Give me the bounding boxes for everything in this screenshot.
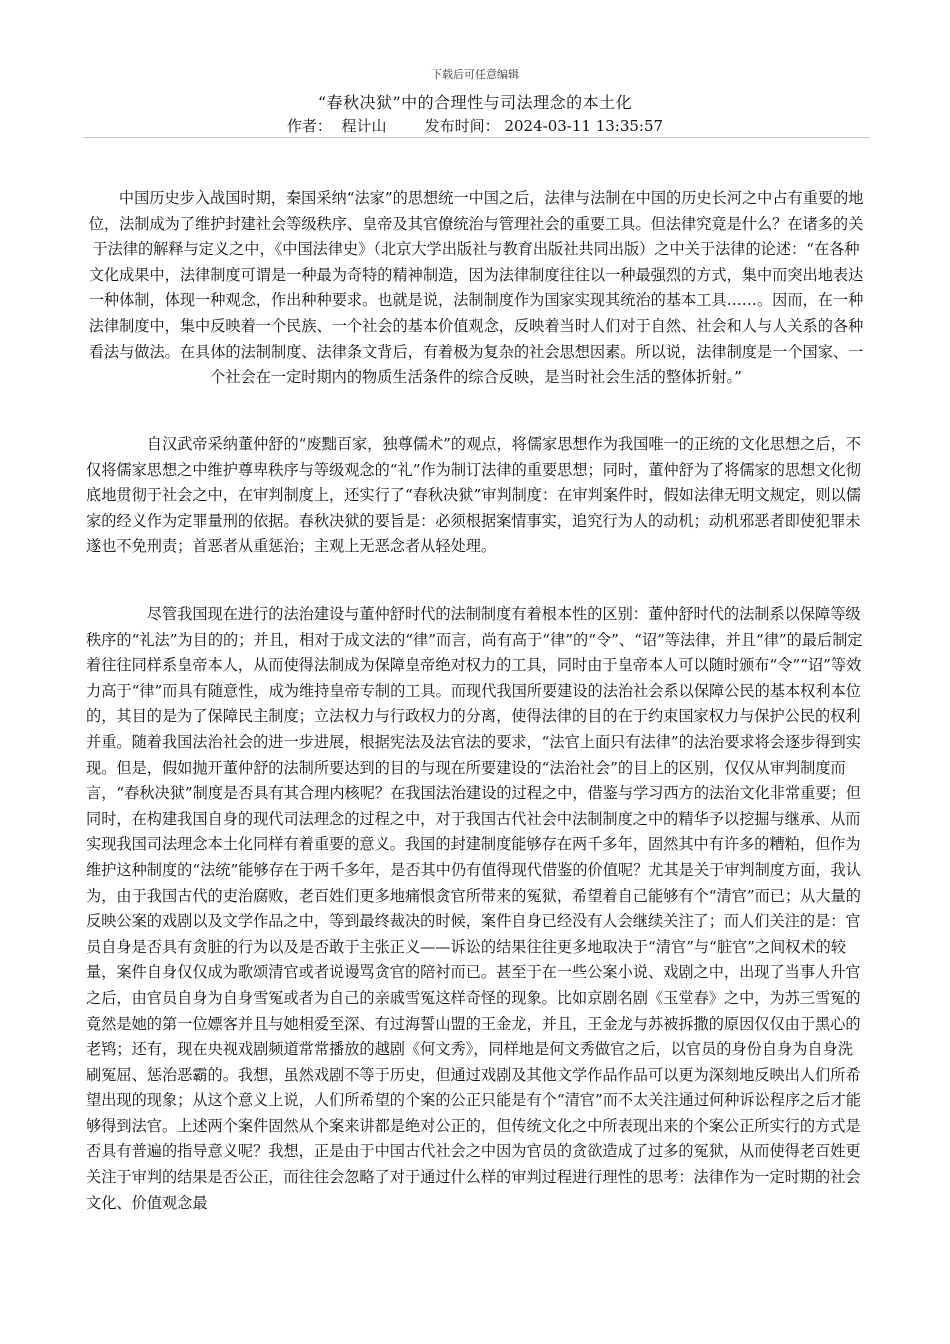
paragraph-1 <box>86 186 866 391</box>
paragraph-3 <box>86 602 866 1216</box>
publish-date: 2024-03-11 13:35:57 <box>504 117 664 135</box>
author-label: 作者： <box>286 117 332 135</box>
paragraph-text: 自汉武帝采纳董仲舒的“废黜百家，独尊儒术”的观点，将儒家思想作为我国唯一的正统的文化思想之后，不仅将儒家思想之中维护尊卑秩序与等级观念的“礼”作为制订法律的重要思想；同时，董仲舒为了将儒家的思想文化彻底地贯彻于社会之中，在审判制度上，还实行了“春秋决狱”审判制度：在审判案件时，假如法律无明文规定，则以儒家的经义作为定罪量刑的依据。春秋决狱的要旨是：必须根据案情事实，追究行为人的动机；动机邪恶者即使犯罪未遂也不免刑责；首恶者从重惩治；主观上无恶念者从轻处理。 <box>86 435 861 556</box>
article-title: “春秋决狱”中的合理性与司法理念的本土化 <box>317 93 633 112</box>
paragraph-text: 尽管我国现在进行的法治建设与董仲舒时代的法制制度有着根本性的区别：董仲舒时代的法制系以保障等级秩序的“礼法”为目的的；并且，相对于成文法的“律”而言，尚有高于“律”的“令”、“诏”等法律，并且“律”的最后制定着往往同样系皇帝本人，从而使得法制成为保障皇帝绝对权力的工具，同时由于皇帝本人可以随时颁布“令”“诏”等效力高于“律”而具有随意性，成为维持皇帝专制的工具。而现代我国所要建设的法治社会系以保障公民的基本权利本位的，其目的是为了保障民主制度；立法权力与行政权力的分离，使得法律的目的在于约束国家权力与保护公民的权利并重。随着我国法治社会的进一步进展，根据宪法及法官法的要求，“法官上面只有法律”的法治要求将会逐步得到实现。但是，假如抛开董仲舒的法制所要达到的目的与现在所要建设的“法治社会”的目上的区别，仅仅从审判制度而言，“春秋决狱”制度是否具有其合理内核呢？在我国法治建设的过程之中，借鉴与学习西方的法治文化非常重要；但同时，在构建我国自身的现代司法理念的过程之中，对于我国古代社会中法制制度之中的精华予以挖掘与继承、从而实现我国司法理念本土化同样有着重要的意义。我国的封建制度能够存在两千多年，固然其中有许多的糟粕，但作为维护这种制度的“法统”能够存在于两千多年，是否其中仍有值得现代借鉴的价值呢？尤其是关于审判制度方面，我认为，由于我国古代的吏治腐败，老百姓们更多地痛恨贪官所带来的冤狱，希望着自己能够有个“清官”而已；从大量的反映公案的戏剧以及文学作品之中，等到最终裁决的时候，案件自身已经没有人会继续关注了；而人们关注的是：官员自身是否具有贪脏的行为以及是否敢于主张正义——诉讼的结果往往更多地取决于“清官”与“脏官”之间权术的较量，案件自身仅仅成为歌颂清官或者说谩骂贪官的陪衬而已。甚至于在一些公案小说、戏剧之中，出现了当事人升官之后，由官员自身为自身雪冤或者为自己的亲戚雪冤这样奇怪的现象。比如京剧名剧《玉堂春》之中，为苏三雪冤的竟然是她的第一位嫖客并且与她相爱至深、有过海誓山盟的王金龙，并且，王金龙与苏被拆撒的原因仅仅由于黑心的老鸨；还有，现在央视戏剧频道常常播放的越剧《何文秀》，同样地是何文秀做官之后，以官员的身份自身为自身洗刷冤屈、惩治恶霸的。我想，虽然戏剧不等于历史，但通过戏剧及其他文学作品作品可以更为深刻地反映出人们所希望出现的现象；从这个意义上说，人们所希望的个案的公正只能是有个“清官”而不太关注通过何种诉讼程序之后才能够得到法官。上述两个案件固然从个案来讲都是绝对公正的，但传统文化之中所表现出来的个案公正所实行的方式是否具有普遍的指导意义呢？我想，正是由于中国古代社会之中因为官员的贪欲造成了过多的冤狱，从而使得老百姓更关注于审判的结果是否公正，而往往会忽略了对于通过什么样的审判过程进行理性的思考：法律作为一定时期的社会文化、价值观念最 <box>86 605 863 1212</box>
date-label: 发布时间： <box>424 117 500 135</box>
paragraph-text: 中国历史步入战国时期，秦国采纳“法家”的思想统一中国之后，法律与法制在中国的历史长河之中占有重要的地位，法制成为了维护封建社会等级秩序、皇帝及其官僚统治与管理社会的重要工具。但法律究竟是什么？在诸多的关于法律的解释与定义之中，《中国法律史》（北京大学出版社与教育出版社共同出版）之中关于法律的论述：“在各种文化成果中，法律制度可谓是一种最为奇特的精神制造，因为法律制度往往以一种最强烈的方式，集中而突出地表达一种体制，体现一种观念，作出种种要求。也就是说，法制制度作为国家实现其统治的基本工具……。因而，在一种法律制度中，集中反映着一个民族、一个社会的基本价值观念，反映着当时人们对于自然、社会和人与人关系的各种看法与做法。在具体的法制制度、法律条文背后，有着极为复杂的社会思想因素。所以说，法律制度是一个国家、一个社会在一定时期内的物质生活条件的综合反映，是当时社会生活的整体折射。” <box>88 189 864 387</box>
paragraph-2 <box>86 432 866 560</box>
article-meta <box>0 115 950 136</box>
author-name: 程计山 <box>341 117 387 135</box>
download-note: 下载后可任意编辑 <box>431 68 519 81</box>
header-divider <box>83 137 870 138</box>
